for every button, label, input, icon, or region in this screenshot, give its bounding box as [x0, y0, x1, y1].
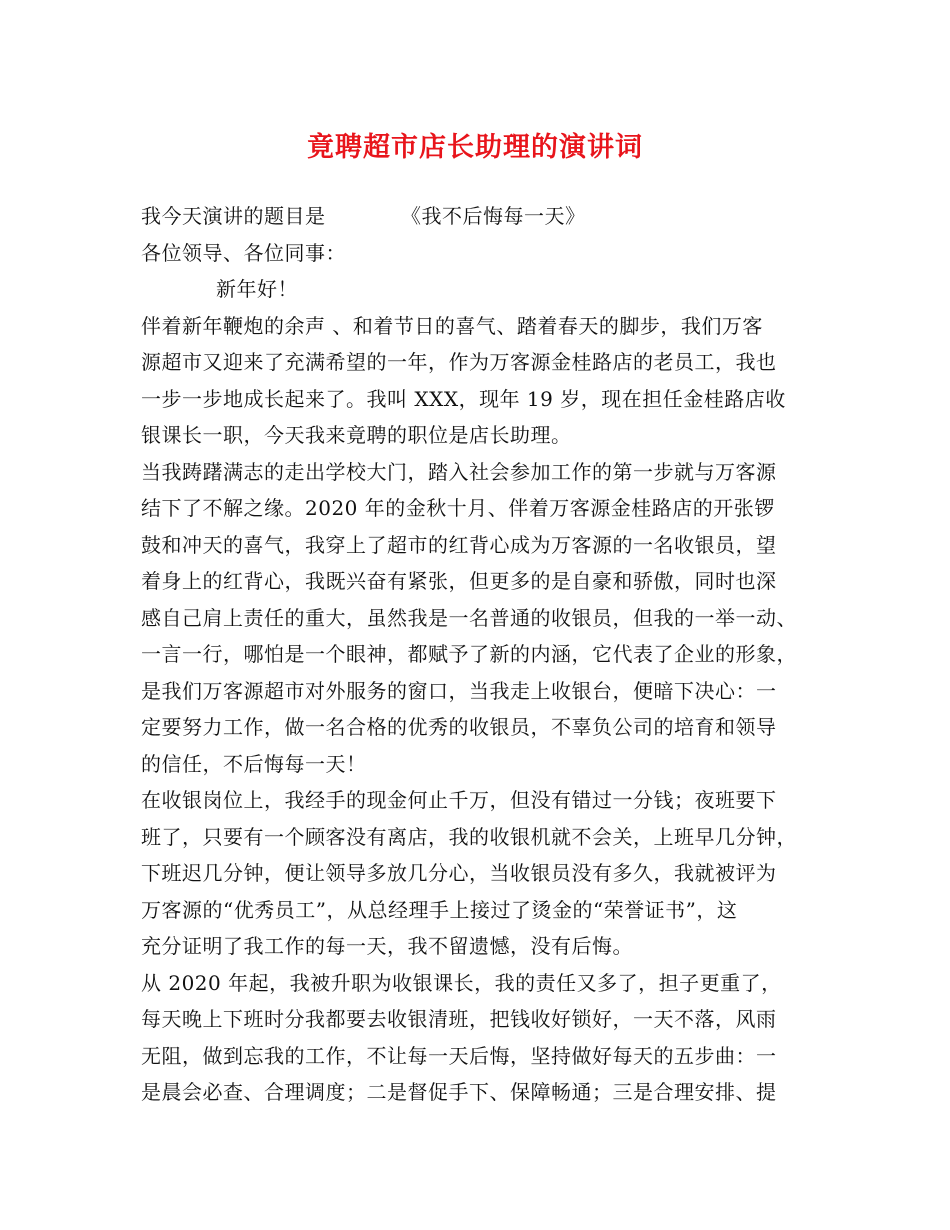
body-line: 充分证明了我工作的每一天，我不留遗憾，没有后悔。 — [141, 934, 633, 958]
body-line: 着身上的红背心，我既兴奋有紧张，但更多的是自豪和骄傲，同时也深 — [141, 569, 777, 593]
topic-line — [141, 198, 821, 235]
body-line: 的信任，不后悔每一天！ — [141, 751, 367, 776]
speech-topic: 《我不后悔每一天》 — [401, 204, 586, 228]
body-line: 在收银岗位上，我经手的现金何止千万，但没有错过一分钱；夜班要下 — [141, 788, 777, 812]
topic-label: 我今天演讲的题目是 — [141, 204, 326, 228]
body-line: 从 2020 年起，我被升职为收银课长，我的责任又多了，担子更重了， — [141, 970, 782, 995]
body-line: 一步一步地成长起来了。我叫 XXX，现年 19 岁，现在担任金桂路店收 — [141, 386, 786, 411]
body-line: 当我踌躇满志的走出学校大门，踏入社会参加工作的第一步就与万客源 — [141, 459, 777, 484]
body-line: 是我们万客源超市对外服务的窗口，当我走上收银台，便暗下决心：一 — [141, 678, 777, 703]
greeting: 新年好！ — [216, 277, 298, 301]
body-line: 结下了不解之缘。2020 年的金秋十月、伴着万客源金桂路店的开张锣 — [141, 496, 775, 520]
body-line: 源超市又迎来了充满希望的一年，作为万客源金桂路店的老员工，我也 — [141, 350, 777, 374]
body-line: 银课长一职，今天我来竟聘的职位是店长助理。 — [141, 423, 572, 447]
body-line: 一言一行，哪怕是一个眼神，都赋予了新的内涵，它代表了企业的形象， — [141, 642, 797, 666]
body-lines — [141, 308, 821, 1111]
body-line: 是晨会必查、合理调度；二是督促手下、保障畅通；三是合理安排、提 — [141, 1080, 777, 1104]
body-line: 鼓和冲天的喜气，我穿上了超市的红背心成为万客源的一名收银员，望 — [141, 532, 777, 557]
body-line: 定要努力工作，做一名合格的优秀的收银员，不辜负公司的培育和领导 — [141, 715, 777, 739]
body-line: 感自己肩上责任的重大，虽然我是一名普通的收银员，但我的一举一动、 — [141, 605, 797, 630]
body-line: 下班迟几分钟，便让领导多放几分心，当收银员没有多久，我就被评为 — [141, 861, 777, 885]
document-title: 竟聘超市店长助理的演讲词 — [307, 132, 643, 163]
document-body — [141, 198, 821, 1111]
body-line: 无阻，做到忘我的工作，不让每一天后悔，坚持做好每天的五步曲：一 — [141, 1043, 777, 1068]
body-line: 万客源的“优秀员工”，从总经理手上接过了烫金的“荣誉证书”，这 — [141, 897, 738, 922]
body-line: 每天晚上下班时分我都要去收银清班，把钱收好锁好，一天不落，风雨 — [141, 1007, 777, 1031]
body-line: 伴着新年鞭炮的余声 、和着节日的喜气、踏着春天的脚步，我们万客 — [141, 313, 763, 338]
salutation: 各位领导、各位同事： — [141, 240, 346, 265]
body-line: 班了，只要有一个顾客没有离店，我的收银机就不会关，上班早几分钟， — [141, 824, 797, 849]
